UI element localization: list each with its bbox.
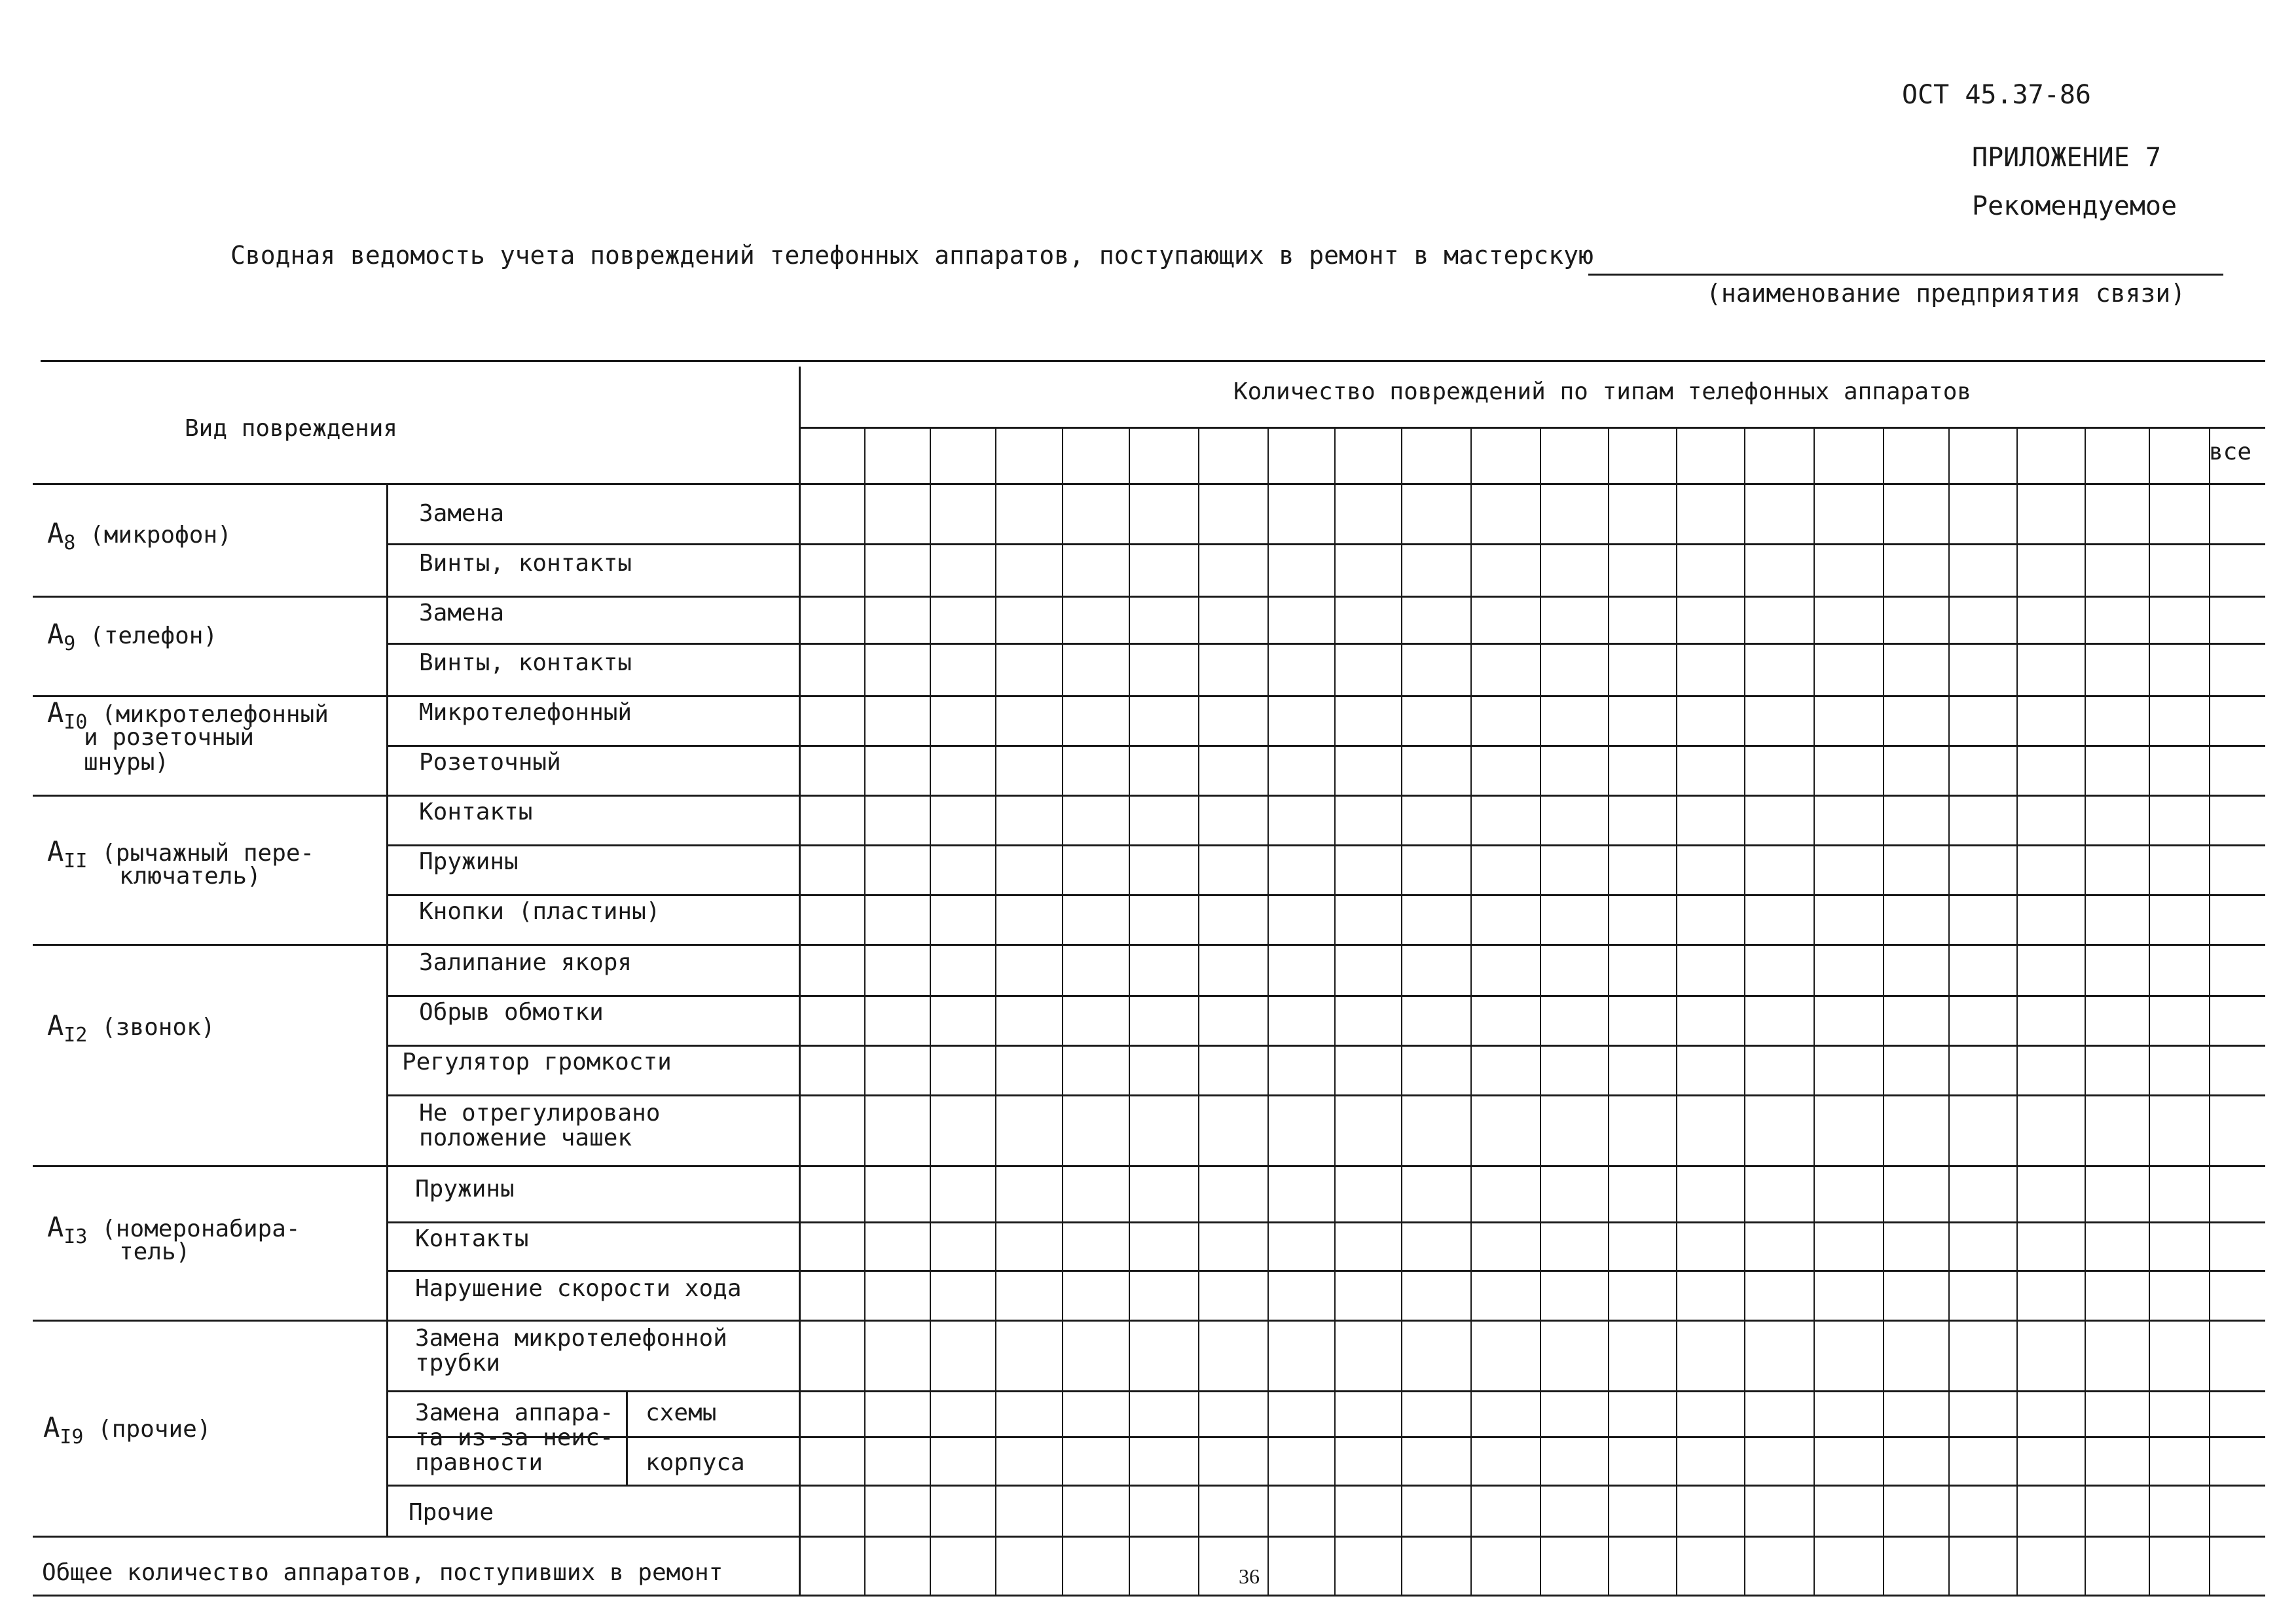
category-separator bbox=[33, 596, 2265, 598]
table-row-line bbox=[386, 1485, 2265, 1487]
category-a11-line2: ключатель) bbox=[119, 863, 261, 890]
category-a19: $A_{I9}$ (прочие) bbox=[43, 1411, 211, 1449]
count-column-line bbox=[1401, 427, 1402, 1595]
count-column-line bbox=[2149, 427, 2150, 1595]
table-row-line bbox=[386, 745, 2265, 747]
item-a8-replacement: Замена bbox=[419, 500, 505, 527]
category-a12: $A_{I2}$ (звонок) bbox=[47, 1009, 215, 1047]
category-separator bbox=[33, 795, 2265, 797]
item-a12-volume: Регулятор громкости bbox=[402, 1049, 672, 1075]
count-column-line bbox=[1813, 427, 1815, 1595]
damage-type-header: Вид повреждения bbox=[185, 415, 398, 442]
item-a19-device-line1: Замена аппара- bbox=[415, 1399, 614, 1426]
organization-blank-line bbox=[1588, 274, 2223, 276]
item-a9-screws: Винты, контакты bbox=[419, 649, 632, 676]
total-devices-row-label: Общее количество аппаратов, поступивших в ремонт bbox=[42, 1559, 723, 1586]
category-a9: $A_9$ (телефон) bbox=[47, 618, 218, 655]
count-column-line bbox=[1883, 427, 1884, 1595]
table-row-line bbox=[386, 543, 2265, 545]
table-row-line bbox=[386, 894, 2265, 896]
category-a8: $A_8$ (микрофон) bbox=[47, 517, 232, 554]
count-column-line bbox=[1540, 427, 1541, 1595]
a19-inner-row-line bbox=[626, 1436, 799, 1438]
category-a11: $A_{II}$ (рычажный пере- bbox=[47, 835, 315, 873]
item-a12-armature: Залипание якоря bbox=[419, 949, 632, 976]
item-a12-bells-line1: Не отрегулировано bbox=[419, 1100, 661, 1127]
item-a11-contacts: Контакты bbox=[419, 799, 533, 825]
item-a19-handset-line1: Замена микротелефонной bbox=[415, 1325, 727, 1352]
category-a10: $A_{I0}$ (микротелефонный bbox=[47, 696, 329, 734]
count-column-line bbox=[2209, 427, 2210, 1595]
count-column-line bbox=[1676, 427, 1677, 1595]
category-separator bbox=[33, 1165, 2265, 1167]
table-bottom-border bbox=[33, 1595, 2265, 1597]
category-a10-line3: шнуры) bbox=[84, 749, 170, 776]
count-column-line bbox=[2085, 427, 2086, 1595]
count-column-line bbox=[1267, 427, 1269, 1595]
count-column-line bbox=[1948, 427, 1950, 1595]
counts-header-underline bbox=[799, 427, 2265, 429]
count-column-line bbox=[864, 427, 866, 1595]
item-a10-wall-cord: Розеточный bbox=[419, 749, 561, 776]
damage-column-border bbox=[799, 367, 801, 1595]
category-separator bbox=[33, 944, 2265, 946]
subitem-column-border bbox=[386, 483, 388, 1536]
table-top-border bbox=[41, 360, 2265, 362]
count-column-line bbox=[1198, 427, 1199, 1595]
item-a19-circuit: схемы bbox=[646, 1399, 717, 1426]
table-row-line bbox=[386, 1221, 2265, 1223]
item-a10-handset-cord: Микротелефонный bbox=[419, 699, 632, 726]
category-separator bbox=[33, 1536, 2265, 1538]
category-separator bbox=[33, 695, 2265, 697]
table-row-line bbox=[386, 1390, 2265, 1392]
count-column-line bbox=[1608, 427, 1609, 1595]
table-row-line bbox=[386, 844, 2265, 846]
item-a19-case: корпуса bbox=[646, 1449, 745, 1476]
item-a19-other: Прочие bbox=[409, 1499, 494, 1526]
item-a9-replacement: Замена bbox=[419, 600, 505, 626]
table-row-line bbox=[386, 1045, 2265, 1047]
count-column-line bbox=[995, 427, 996, 1595]
header-bottom-border bbox=[33, 483, 2265, 485]
appendix-label: ПРИЛОЖЕНИЕ 7 bbox=[1972, 143, 2161, 173]
item-a19-handset-line2: трубки bbox=[415, 1350, 501, 1377]
category-a13-line2: тель) bbox=[119, 1238, 191, 1265]
count-column-line bbox=[1334, 427, 1336, 1595]
page-number: 36 bbox=[1239, 1564, 1260, 1588]
item-a19-device-line2: та из-за неис- bbox=[415, 1424, 614, 1451]
item-a11-buttons: Кнопки (пластины) bbox=[419, 898, 661, 925]
item-a8-screws: Винты, контакты bbox=[419, 550, 632, 577]
item-a13-speed: Нарушение скорости хода bbox=[415, 1275, 742, 1302]
count-column-line bbox=[930, 427, 931, 1595]
count-column-line bbox=[1744, 427, 1745, 1595]
count-column-line bbox=[2016, 427, 2018, 1595]
table-row-line bbox=[386, 995, 2265, 997]
table-row-line bbox=[386, 1094, 2265, 1096]
document-code: ОСТ 45.37-86 bbox=[1902, 80, 2091, 110]
category-separator bbox=[33, 1320, 2265, 1322]
total-header: все bbox=[2209, 439, 2252, 465]
item-a12-winding: Обрыв обмотки bbox=[419, 999, 604, 1026]
count-column-line bbox=[1062, 427, 1063, 1595]
table-row-line bbox=[386, 643, 2265, 645]
category-a10-line2: и розеточный bbox=[84, 724, 255, 751]
form-title: Сводная ведомость учета повреждений телефонных аппаратов, поступающих в ремонт в мастерскую bbox=[230, 241, 1594, 270]
item-a11-springs: Пружины bbox=[419, 848, 519, 875]
count-column-line bbox=[1470, 427, 1472, 1595]
count-column-line bbox=[1129, 427, 1130, 1595]
item-a19-device-line3: правности bbox=[415, 1449, 543, 1476]
item-a12-bells-line2: положение чашек bbox=[419, 1125, 632, 1151]
counts-header: Количество повреждений по типам телефонных аппаратов bbox=[1233, 378, 1972, 405]
category-a13: $A_{I3}$ (номеронабира- bbox=[47, 1211, 301, 1248]
item-a13-springs: Пружины bbox=[415, 1176, 515, 1202]
recommended-label: Рекомендуемое bbox=[1972, 191, 2178, 221]
table-row-line bbox=[386, 1270, 2265, 1272]
organization-caption: (наименование предприятия связи) bbox=[1706, 279, 2186, 308]
item-a13-contacts: Контакты bbox=[415, 1225, 529, 1252]
